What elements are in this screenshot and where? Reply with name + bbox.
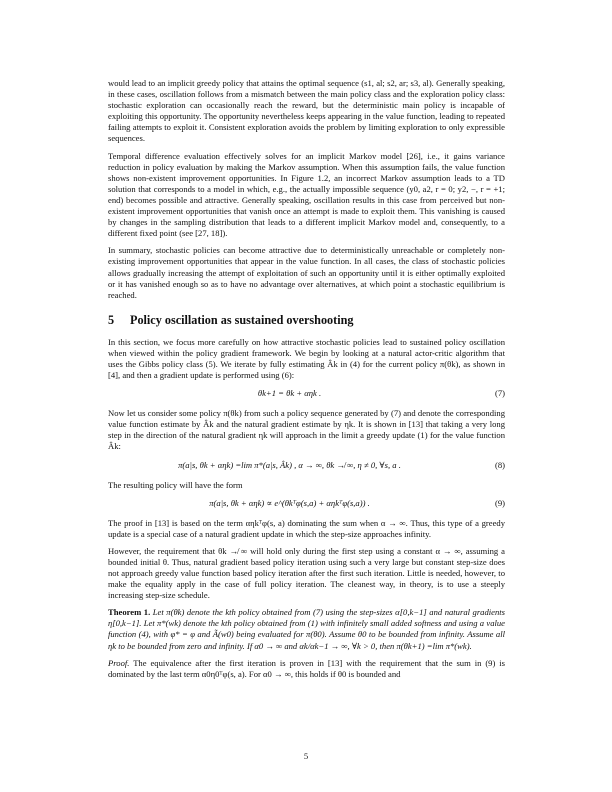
theorem-label: Theorem 1. <box>108 607 151 618</box>
paragraph-summary: In summary, stochastic policies can become attractive due to deterministically unreachable or completely non-existing improvement opportunities that appear in the value function. In all cases, the class of stochastic policies allows gradually increasing the attempt of exploitation of such an opportunity until it is either optimally exploited or it has vanished enough so as to have no advantage over alternatives, at which point a stochastic equilibrium is reached. <box>108 245 505 300</box>
page-number: 5 <box>303 751 309 761</box>
equation-7-number: (7) <box>494 388 505 399</box>
equation-8-body: π(a|s, θk + αηk) =lim π*(a|s, Âk) , α → ∞, θk ↛ ∞, η ≠ 0, ∀s, a . <box>178 459 401 470</box>
paragraph-however: However, the requirement that θk ↛ ∞ will hold only during the first step using a constant α → ∞, assuming a bounded initial θ. Thus, natural gradient based policy iteration using such a very large but constant step-size does not approach greedy value function based policy iteration after the first such iteration. Little is needed, however, to make the equality apply in the case of full policy iteration. The cleanest way, in theory, is to use a steeply increasing step-size schedule. <box>108 545 505 601</box>
paragraph-after-eq8: The resulting policy will have the form <box>108 479 243 490</box>
equation-9-body: π(a|s, θk + αηk) ∝ e^(θkᵀφ(s,a) + αηkᵀφ(s,a)) . <box>209 497 370 508</box>
section-number: 5 <box>108 312 115 327</box>
paragraph-after-eq7: Now let us consider some policy π(θk) from such a policy sequence generated by (7) and denote the corresponding value function estimate by Âk and the natural gradient estimate by ηk. It is shown in [13] that taking a very long step in the direction of the natural gradient ηk will approach in the limit a greedy update (1) for the value function Âk: <box>108 408 505 452</box>
paragraph-oscillation-mismatch: would lead to an implicit greedy policy that attains the optimal sequence (s1, al; s2, ar; s3, al). Generally speaking, in these cases, oscillation follows from a mismatch between the main policy class and the exploration policy class: stochastic exploration can occasionally reach the reward, but the deterministic main policy is incapable of exploiting this opportunity. The opportunity nevertheless keeps appearing in the value function, leading to repeated failing attempts to exploit it. Consistent exploration avoids the problem by limiting exploration to only expressible sequences. <box>108 78 505 144</box>
proof-text: The equivalence after the first iteration is proven in [13] with the requirement that the sum in (9) is dominated by the last term α0η0ᵀφ(s, a). For α0 → ∞, this holds if θ0 is bounded and <box>108 657 505 679</box>
section-heading <box>108 313 505 328</box>
equation-8 <box>108 459 505 473</box>
paragraph-temporal-difference: Temporal difference evaluation effectively solves for an implicit Markov model [26], i.e., it gains variance reduction in policy evaluation by making the Markov assumption. When this assumption fails, the value function shows non-existent improvement opportunities. In Figure 1.2, an incorrect Markov assumption leads to a TD solution that corresponds to a model in which, e.g., the actually impossible sequence (y0, a2, r = 0; y2, −, r = +1; end) becomes possible and attractive. Generally speaking, oscillation results in this case from perceived but non-existent improvement opportunities that vanish once an attempt is made to exploit them. This vanishing is caused by changes in the sampling distribution that leads to a different implicit Markov model and, consequently, to a different fixed point (see [27, 18]). <box>108 150 505 239</box>
theorem-1 <box>108 607 505 651</box>
equation-7 <box>108 387 505 401</box>
proof-label: Proof. <box>108 657 130 668</box>
equation-7-body: θk+1 = θk + αηk . <box>257 388 322 399</box>
paragraph-section-intro: In this section, we focus more carefully on how attractive stochastic policies lead to sustained policy oscillation when viewed within the policy gradient framework. We begin by looking at a natural actor-critic algorithm that uses the Gibbs policy class (5). We iterate by fully estimating Âk in (4) for the current policy π(θk), as shown in [4], and then a gradient update is performed using (6): <box>108 336 505 381</box>
equation-9 <box>108 497 505 511</box>
theorem-text: Let π(θk) denote the kth policy obtained from (7) using the step-sizes α[0,k−1] and natural gradients η[0,k−1]. Let π*(wk) denote the kth policy obtained from (1) with infinitely small added softness and using a value function (4), with φ* = φ and Ã(w0) being evaluated for π(θ0). Assume θ0 to be bounded from infinity. Assume all ηk to be bounded from zero and infinity. If α0 → ∞ and αk/αk−1 → ∞, ∀k > 0, then π(θk+1) =lim π*(wk). <box>108 607 505 651</box>
paper-page <box>108 78 505 686</box>
equation-9-number: (9) <box>494 497 505 508</box>
proof-paragraph <box>108 658 505 680</box>
equation-8-number: (8) <box>494 459 505 470</box>
section-title: Policy oscillation as sustained overshooting <box>130 312 354 327</box>
paragraph-after-eq9: The proof in [13] is based on the term αηkᵀφ(s, a) dominating the sum when α → ∞. Thus, this type of a greedy update is a special case of a natural gradient update in which the step-size approaches infinity. <box>108 517 505 539</box>
